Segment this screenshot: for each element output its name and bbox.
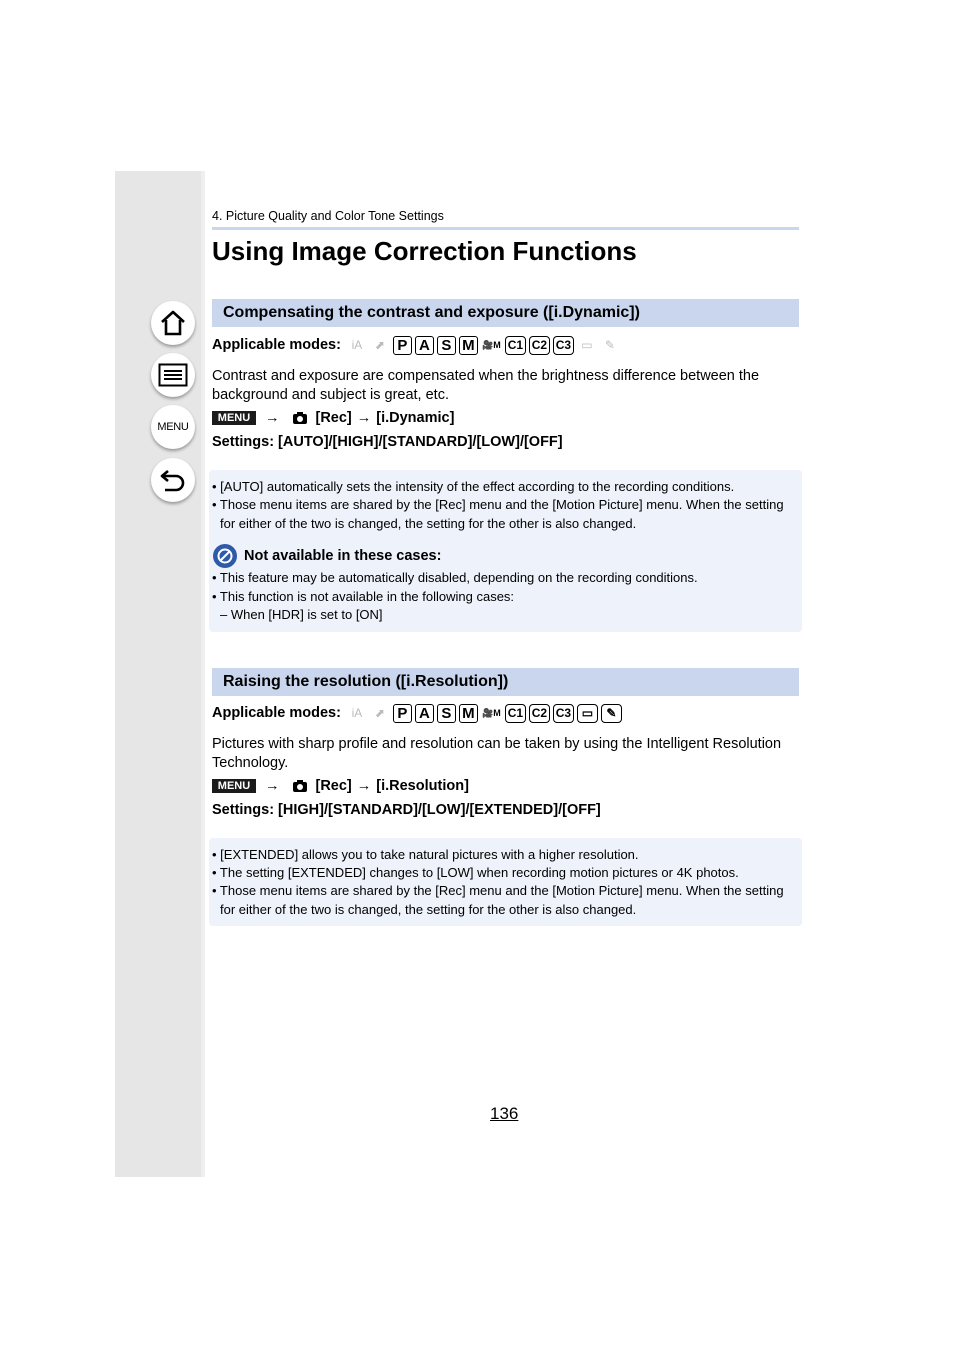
note-item: • [EXTENDED] allows you to take natural pictures with a higher resolution. (212, 847, 639, 862)
menu-badge: MENU (212, 779, 256, 793)
path-arrow: → (356, 778, 372, 794)
page-title: Using Image Correction Functions (212, 236, 637, 266)
description-resolution: Pictures with sharp profile and resolution can be taken by using the Intelligent Resolution Technology. (212, 736, 782, 771)
header-rule (212, 227, 799, 230)
arrow: → (265, 410, 280, 426)
note-item: • Those menu items are shared by the [Rec] menu and the [Motion Picture] menu. When the setting for either of the two is changed, the setting for the other is also changed. (212, 497, 784, 531)
menu-path-dynamic (212, 408, 454, 428)
note-box-resolution (209, 838, 802, 926)
scene-guide-mode-icon: ✎ (601, 704, 622, 723)
ia-mode-icon: iA (351, 706, 363, 720)
applicable-modes-label: Applicable modes: (212, 705, 341, 721)
breadcrumb: 4. Picture Quality and Color Tone Settings (212, 209, 444, 223)
scene-guide-mode-icon: ✎ (604, 338, 615, 352)
section-heading-resolution: Raising the resolution ([i.Resolution]) (212, 668, 799, 696)
panorama-mode-icon: ▭ (581, 338, 593, 352)
camera-icon (292, 779, 308, 793)
m-mode-icon: M (459, 704, 478, 723)
sidebar-edge (201, 171, 205, 1177)
c3-mode-icon: C3 (553, 336, 574, 355)
p-mode-icon: P (393, 336, 412, 355)
s-mode-icon: S (437, 704, 456, 723)
page-number[interactable]: 136 (490, 1104, 519, 1123)
path-arrow: → (356, 410, 372, 426)
description-dynamic: Contrast and exposure are compensated when the brightness difference between the background and subject is great, etc. (212, 368, 760, 403)
menu-label: MENU (157, 421, 189, 433)
note-item: • [AUTO] automatically sets the intensity of the effect according to the recording conditions. (212, 479, 735, 494)
c1-mode-icon: C1 (505, 336, 526, 355)
ia-plus-mode-icon: ⬈ (374, 706, 385, 720)
creative-video-mode-icon: 🎥M (482, 339, 501, 350)
ia-mode-icon: iA (351, 338, 363, 352)
back-arrow-icon (159, 467, 187, 493)
list-icon (158, 363, 188, 387)
not-available-title: Not available in these cases: (244, 548, 442, 564)
settings-resolution: Settings: [HIGH]/[STANDARD]/[LOW]/[EXTENDED]/[OFF] (212, 802, 601, 818)
panorama-mode-icon: ▭ (577, 704, 598, 723)
menu-path-resolution (212, 776, 469, 796)
arrow: → (265, 778, 280, 794)
p-mode-icon: P (393, 704, 412, 723)
applicable-modes-label: Applicable modes: (212, 337, 341, 353)
contents-list-button[interactable] (151, 353, 195, 397)
path-rec: [Rec] (315, 410, 352, 426)
camera-icon (292, 411, 308, 425)
s-mode-icon: S (437, 336, 456, 355)
creative-video-mode-icon: 🎥M (482, 707, 501, 718)
path-item: [i.Dynamic] (376, 410, 455, 426)
section-heading-dynamic: Compensating the contrast and exposure ([i.Dynamic]) (212, 299, 799, 327)
applicable-modes-resolution (212, 701, 625, 725)
a-mode-icon: A (415, 704, 434, 723)
applicable-modes-dynamic (212, 333, 623, 357)
c2-mode-icon: C2 (529, 704, 550, 723)
home-icon (159, 309, 187, 337)
c1-mode-icon: C1 (505, 704, 526, 723)
path-item: [i.Resolution] (376, 778, 469, 794)
path-rec: [Rec] (315, 778, 352, 794)
not-available-heading (213, 544, 441, 568)
c2-mode-icon: C2 (529, 336, 550, 355)
menu-badge: MENU (212, 411, 256, 425)
note-item: • The setting [EXTENDED] changes to [LOW] when recording motion pictures or 4K photos. (212, 865, 739, 880)
back-button[interactable] (151, 458, 195, 502)
menu-button[interactable] (151, 405, 195, 449)
ia-plus-mode-icon: ⬈ (374, 338, 385, 352)
not-available-item: • This feature may be automatically disabled, depending on the recording conditions. (212, 570, 698, 585)
not-available-item: – When [HDR] is set to [ON] (220, 607, 383, 622)
home-button[interactable] (151, 301, 195, 345)
settings-dynamic: Settings: [AUTO]/[HIGH]/[STANDARD]/[LOW]/[OFF] (212, 434, 563, 450)
note-box-dynamic (209, 470, 802, 632)
c3-mode-icon: C3 (553, 704, 574, 723)
note-item: • Those menu items are shared by the [Rec] menu and the [Motion Picture] menu. When the setting for either of the two is changed, the setting for the other is also changed. (212, 883, 784, 917)
not-available-icon (213, 544, 237, 568)
a-mode-icon: A (415, 336, 434, 355)
m-mode-icon: M (459, 336, 478, 355)
not-available-item: • This function is not available in the following cases: (212, 589, 515, 604)
